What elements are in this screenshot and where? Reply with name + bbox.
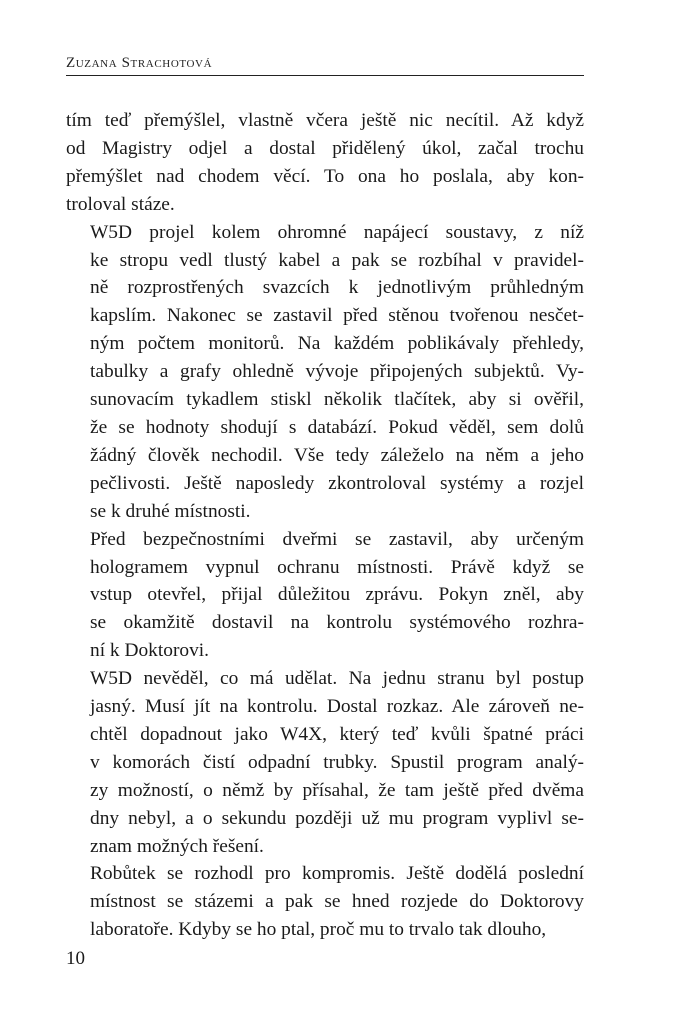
text-line: sunovacím tykadlem stiskl několik tlačítek, aby si ověřil, [90,389,584,411]
text-line: kapslím. Nakonec se zastavil před stěnou tvořenou nesčet- [90,305,584,327]
text-line: vstup otevřel, přijal důležitou zprávu. Pokyn zněl, aby [90,584,584,606]
text-line: ní k Doktorovi. [90,640,210,662]
text-line: se k druhé místnosti. [90,500,251,522]
text-line: v komorách čistí odpadní trubky. Spustil program analý- [90,751,584,773]
header-author: Zuzana Strachotová [66,55,213,71]
text-line: dny nebyl, a o sekundu později už mu program vyplivl se- [90,807,584,829]
running-header [66,54,584,76]
text-line: ně rozprostřených svazcích k jednotlivým průhledným [90,277,584,299]
text-line: jasný. Musí jít na kontrolu. Dostal rozkaz. Ale zároveň ne- [90,696,584,718]
paragraph [66,665,584,860]
text-line: tabulky a grafy ohledně vývoje připojených subjektů. Vy- [90,361,584,383]
text-line: ke stropu vedl tlustý kabel a pak se rozbíhal v pravidel- [90,249,584,271]
paragraph [66,526,584,666]
text-line: že se hodnoty shodují s databází. Pokud věděl, sem dolů [90,416,584,438]
text-line: zy možností, o němž by přísahal, že tam ještě před dvěma [90,779,584,801]
text-line: ným počtem monitorů. Na každém poblikávaly přehledy, [90,333,584,355]
page-number: 10 [66,948,85,969]
text-line: chtěl dopadnout jako W4X, který teď kvůli špatné práci [90,723,584,745]
text-line: se okamžitě dostavil na kontrolu systémového rozhra- [90,612,584,634]
text-line: znam možných řešení. [90,835,264,857]
paragraph [66,219,584,526]
text-line: od Magistry odjel a dostal přidělený úkol, začal trochu [66,137,584,159]
text-line: laboratoře. Kdyby se ho ptal, proč mu to trvalo tak dlouho, [90,919,547,941]
text-line: Robůtek se rozhodl pro kompromis. Ještě dodělá poslední [90,863,584,885]
text-line: Před bezpečnostními dveřmi se zastavil, aby určeným [90,528,584,550]
text-line: tím teď přemýšlel, vlastně včera ještě nic necítil. Až když [66,110,584,131]
text-line: žádný člověk nechodil. Vše tedy záleželo na něm a jeho [90,444,584,466]
paragraph [66,107,584,219]
text-line: pečlivosti. Ještě naposledy zkontroloval systémy a rozjel [90,472,584,494]
text-line: W5D projel kolem ohromné napájecí soustavy, z níž [90,221,584,243]
text-line: W5D nevěděl, co má udělat. Na jednu stranu byl postup [90,668,584,690]
text-line: troloval stáze. [66,193,175,215]
text-line: místnost se stázemi a pak se hned rozjede do Doktorovy [90,891,584,913]
text-line: hologramem vypnul ochranu místnosti. Právě když se [90,556,584,578]
paragraph [66,860,584,944]
text-line: přemýšlet nad chodem věcí. To ona ho poslala, aby kon- [66,165,584,187]
body-text [66,107,584,944]
